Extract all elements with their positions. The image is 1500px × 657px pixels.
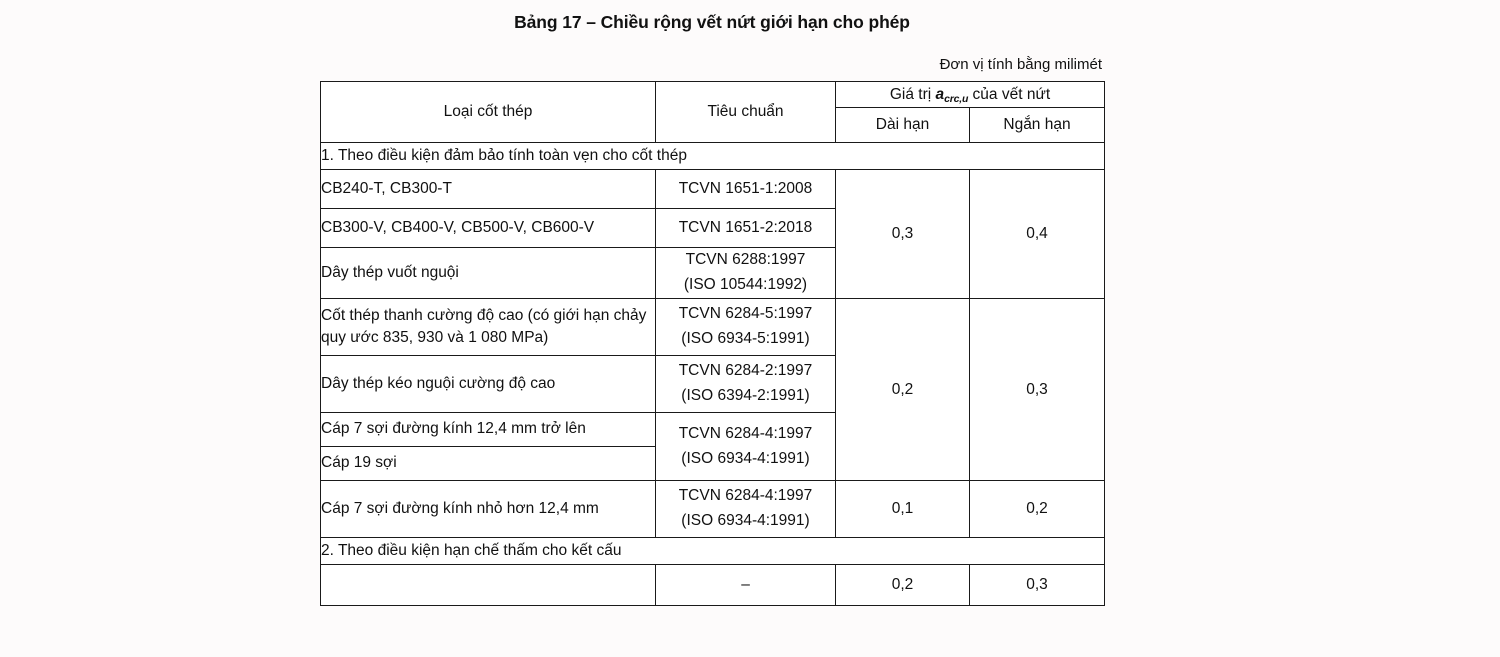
standard-line-2: (ISO 6394-2:1991) (681, 387, 810, 404)
unit-note: Đơn vị tính bằng milimét (939, 56, 1102, 73)
table-section-row (321, 538, 1105, 565)
value-short-term: 0,2 (970, 481, 1105, 538)
row-standard (656, 248, 836, 299)
section-2-label: 2. Theo điều kiện hạn chế thấm cho kết cấu (321, 538, 1105, 565)
standard-line-1: TCVN 6284-5:1997 (678, 305, 813, 323)
table-container (320, 81, 1104, 606)
row-standard (656, 299, 836, 356)
value-short-term: 0,3 (970, 565, 1105, 606)
header-short-term: Ngắn hạn (970, 108, 1105, 143)
header-value-symbol: a (935, 85, 945, 103)
row-standard (656, 481, 836, 538)
row-standard (656, 209, 836, 248)
header-standard: Tiêu chuẩn (656, 82, 836, 143)
value-long-term: 0,2 (836, 299, 970, 481)
section-1-label: 1. Theo điều kiện đảm bảo tính toàn vẹn cho cốt thép (321, 143, 1105, 170)
row-standard (656, 170, 836, 209)
header-value-symbol-wrap (936, 86, 969, 103)
row-type (321, 565, 656, 606)
standard-line-1: TCVN 6288:1997 (685, 251, 806, 269)
row-type: CB240-T, CB300-T (321, 170, 656, 209)
row-type: Cáp 7 sợi đường kính 12,4 mm trở lên (321, 413, 656, 447)
row-standard (656, 356, 836, 413)
row-type: Dây thép kéo nguội cường độ cao (321, 356, 656, 413)
standard-line-2: (ISO 10544:1992) (683, 276, 808, 293)
row-standard (656, 565, 836, 606)
table-row (321, 299, 1105, 356)
standard-line-1: TCVN 6284-4:1997 (678, 424, 813, 442)
crack-width-table (320, 81, 1105, 606)
row-type: CB300-V, CB400-V, CB500-V, CB600-V (321, 209, 656, 248)
header-value-subscript: crc,u (944, 92, 969, 105)
standard-line-1: TCVN 1651-1:2008 (678, 179, 813, 197)
header-value-group (836, 82, 1105, 108)
table-row (321, 170, 1105, 209)
row-type: Cáp 19 sợi (321, 447, 656, 481)
table-section-row (321, 143, 1105, 170)
standard-line-1: TCVN 6284-2:1997 (678, 362, 813, 380)
header-value-prefix: Giá trị (889, 85, 936, 103)
value-long-term: 0,1 (836, 481, 970, 538)
table-row (321, 565, 1105, 606)
row-type: Dây thép vuốt nguội (321, 248, 656, 299)
row-type: Cốt thép thanh cường độ cao (có giới hạn chảy quy ước 835, 930 và 1 080 MPa) (321, 299, 656, 356)
standard-line-2: (ISO 6934-4:1991) (681, 512, 810, 529)
table-header-row (321, 82, 1105, 108)
row-standard (656, 413, 836, 481)
page-title: Bảng 17 – Chiều rộng vết nứt giới hạn cho phép (514, 12, 910, 32)
value-long-term: 0,2 (836, 565, 970, 606)
header-long-term: Dài hạn (836, 108, 970, 143)
row-type: Cáp 7 sợi đường kính nhỏ hơn 12,4 mm (321, 481, 656, 538)
standard-line-1: – (741, 575, 750, 593)
value-short-term: 0,3 (970, 299, 1105, 481)
table-row (321, 481, 1105, 538)
standard-line-1: TCVN 6284-4:1997 (678, 487, 813, 505)
value-long-term: 0,3 (836, 170, 970, 299)
header-value-suffix: của vết nứt (968, 85, 1051, 103)
standard-line-2: (ISO 6934-5:1991) (681, 330, 810, 347)
header-type: Loại cốt thép (321, 82, 656, 143)
standard-line-2: (ISO 6934-4:1991) (681, 449, 810, 467)
value-short-term: 0,4 (970, 170, 1105, 299)
standard-line-1: TCVN 1651-2:2018 (678, 218, 813, 236)
